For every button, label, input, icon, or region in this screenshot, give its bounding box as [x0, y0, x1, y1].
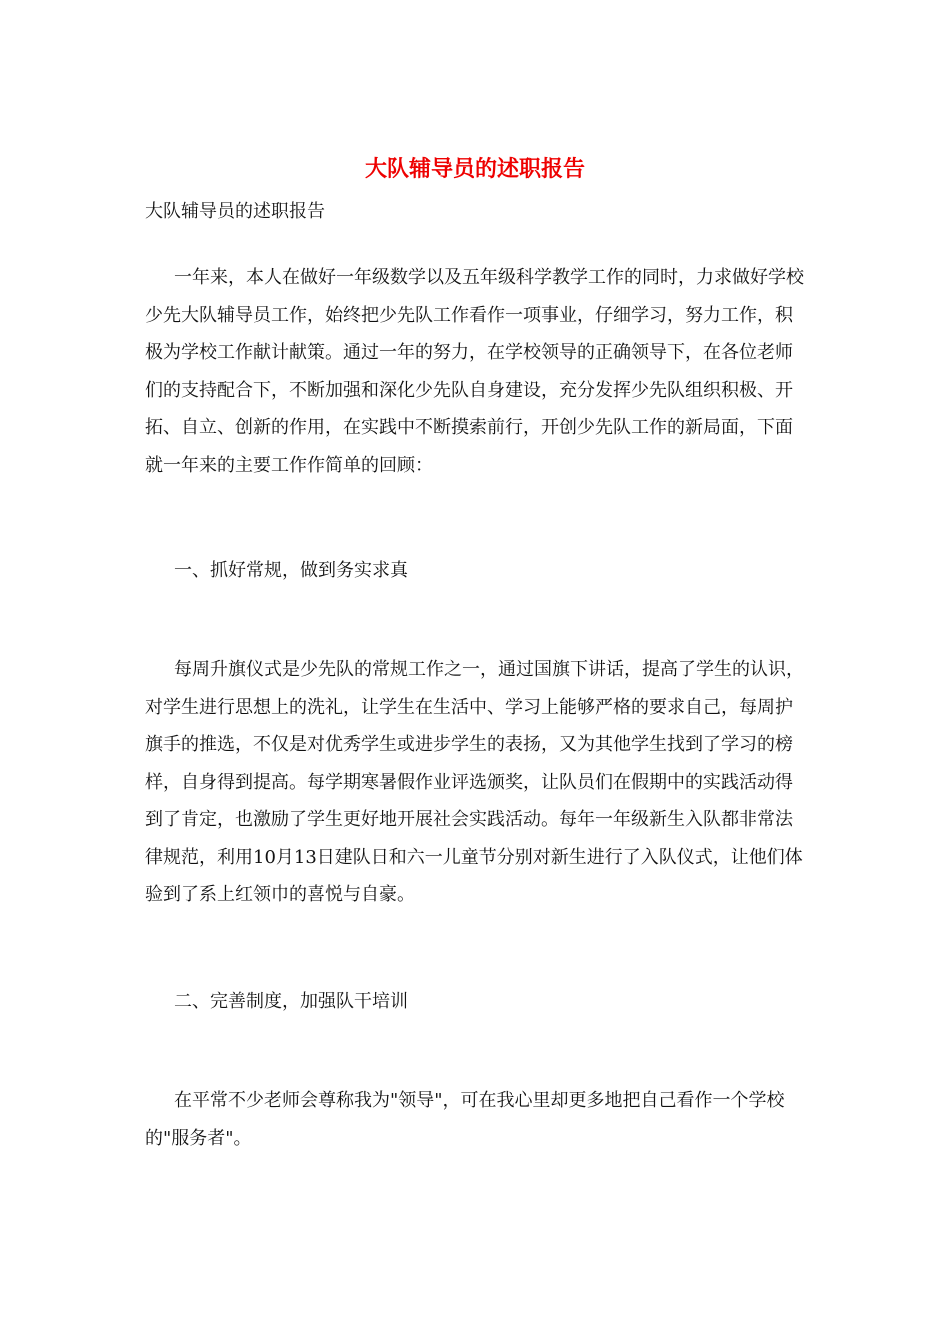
document-subtitle: 大队辅导员的述职报告	[145, 201, 325, 222]
intro-paragraph: 一年来，本人在做好一年级数学以及五年级科学教学工作的同时，力求做好学校少先大队辅导员工作，始终把少先队工作看作一项事业，仔细学习，努力工作，积极为学校工作献计献策。通过一年的努力，在学校领导的正确领导下，在各位老师们的支持配合下，不断加强和深化少先队自身建设，充分发挥少先队组织积极、开拓、自立、创新的作用，在实践中不断摸索前行，开创少先队工作的新局面，下面就一年来的主要工作作简单的回顾：	[145, 267, 804, 476]
document-title: 大队辅导员的述职报告	[364, 156, 585, 182]
section-1-heading: 一、抓好常规，做到务实求真	[174, 560, 408, 581]
section-2-paragraph: 在平常不少老师会尊称我为"领导"，可在我心里却更多地把自己看作一个学校的"服务者"。	[145, 1090, 785, 1149]
section-1-paragraph: 每周升旗仪式是少先队的常规工作之一，通过国旗下讲话，提高了学生的认识，对学生进行思想上的洗礼，让学生在生活中、学习上能够严格的要求自己，每周护旗手的推选，不仅是对优秀学生或进步学生的表扬，又为其他学生找到了学习的榜样，自身得到提高。每学期寒暑假作业评选颁奖，让队员们在假期中的实践活动得到了肯定，也激励了学生更好地开展社会实践活动。每年一年级新生入队都非常法律规范，利用10月13日建队日和六一儿童节分别对新生进行了入队仪式，让他们体验到了系上红领巾的喜悦与自豪。	[145, 659, 804, 905]
section-2-heading: 二、完善制度，加强队干培训	[174, 991, 408, 1012]
